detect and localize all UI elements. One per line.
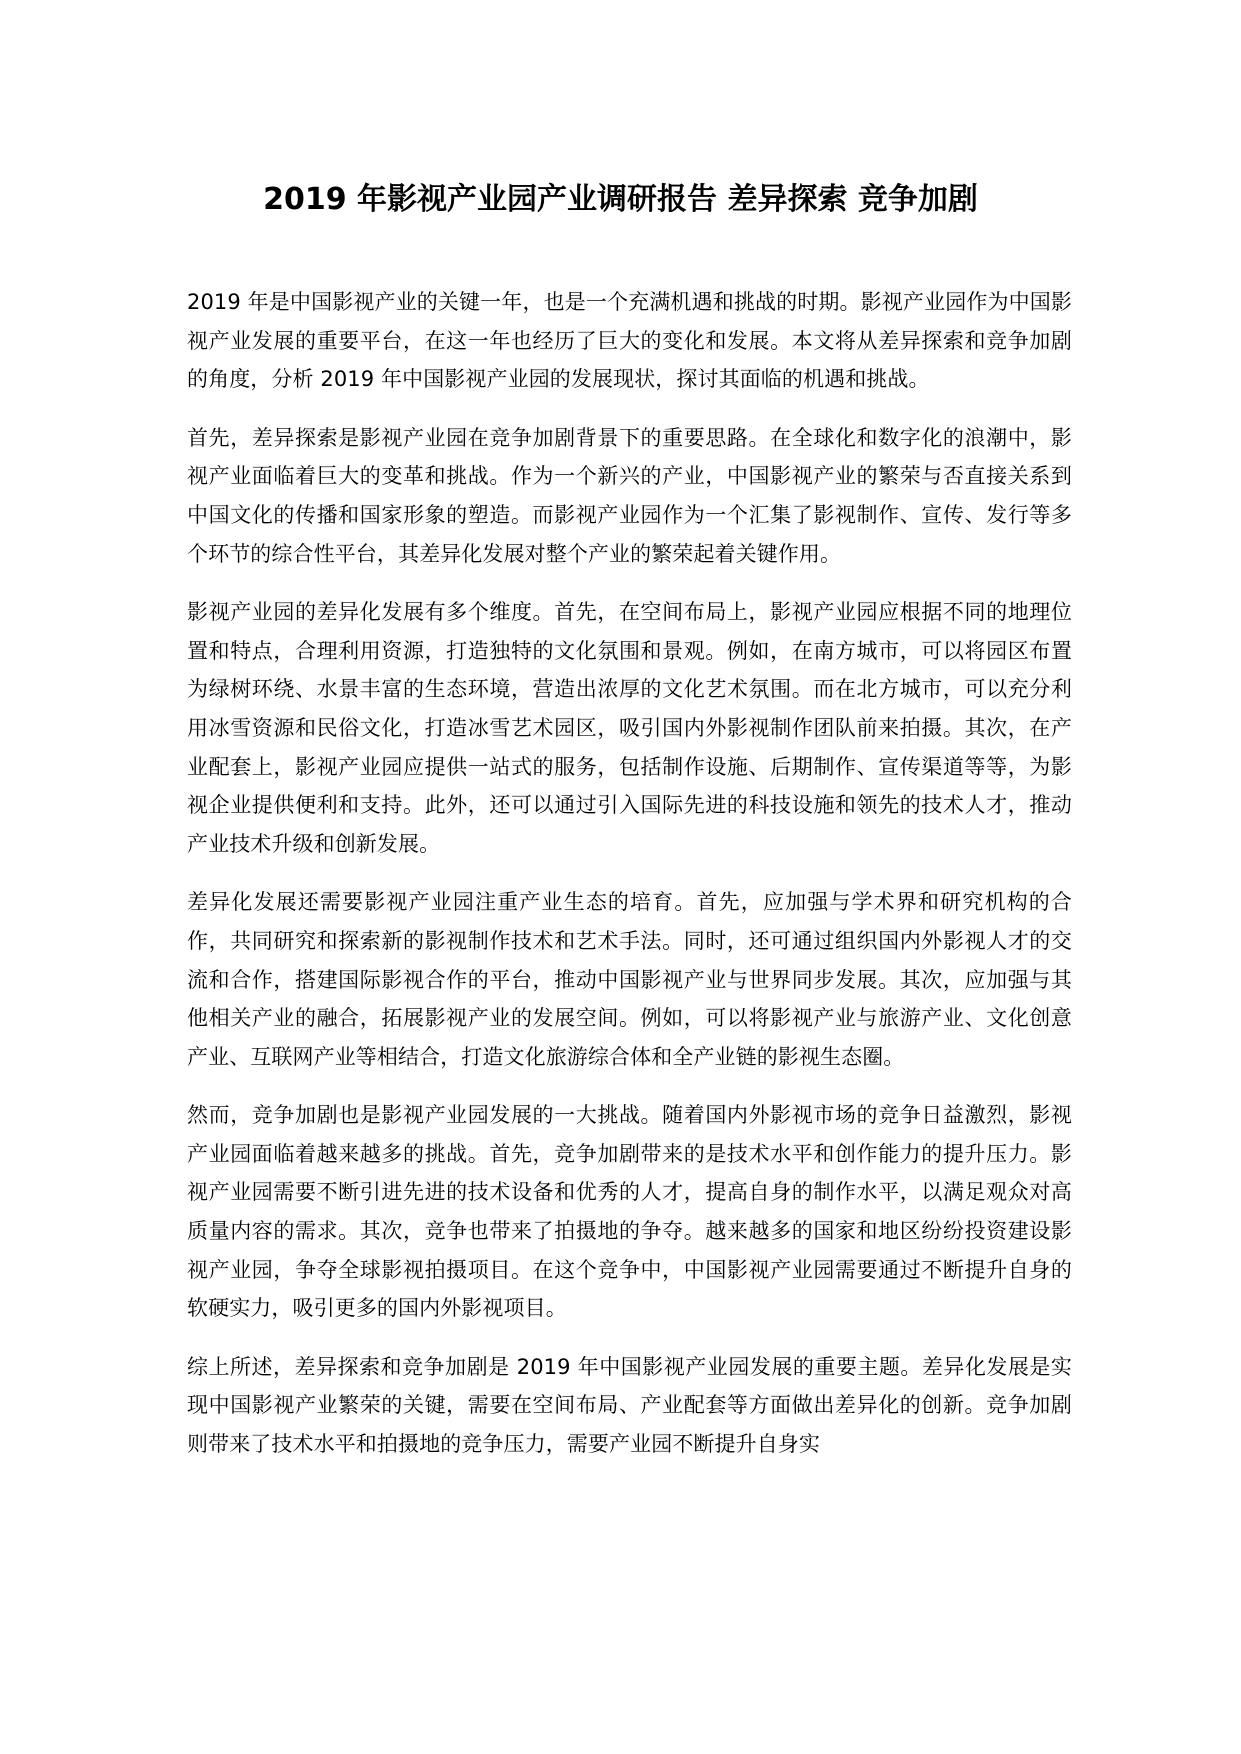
- document-title: 2019 年影视产业园产业调研报告 差异探索 竞争加剧: [263, 182, 978, 217]
- paragraph-industry-ecology: 差异化发展还需要影视产业园注重产业生态的培育。首先，应加强与学术界和研究机构的合作，共同研究和探索新的影视制作技术和艺术手法。同时，还可通过组织国内外影视人才的交流和合作，搭建国际影视合作的平台，推动中国影视产业与世界同步发展。其次，应加强与其他相关产业的融合，拓展影视产业的发展空间。例如，可以将影视产业与旅游产业、文化创意产业、互联网产业等相结合，打造文化旅游综合体和全产业链的影视生态圈。: [187, 890, 1072, 1069]
- paragraph-differentiation-dimensions: 影视产业园的差异化发展有多个维度。首先，在空间布局上，影视产业园应根据不同的地理位置和特点，合理利用资源，打造独特的文化氛围和景观。例如，在南方城市，可以将园区布置为绿树环绕、水景丰富的生态环境，营造出浓厚的文化艺术氛围。而在北方城市，可以充分利用冰雪资源和民俗文化，打造冰雪艺术园区，吸引国内外影视制作团队前来拍摄。其次，在产业配套上，影视产业园应提供一站式的服务，包括制作设施、后期制作、宣传渠道等等，为影视企业提供便利和支持。此外，还可以通过引入国际先进的科技设施和领先的技术人才，推动产业技术升级和创新发展。: [187, 600, 1072, 856]
- paragraph-difference-exploration: 首先，差异探索是影视产业园在竞争加剧背景下的重要思路。在全球化和数字化的浪潮中，影视产业面临着巨大的变革和挑战。作为一个新兴的产业，中国影视产业的繁荣与否直接关系到中国文化的传播和国家形象的塑造。而影视产业园作为一个汇集了影视制作、宣传、发行等多个环节的综合性平台，其差异化发展对整个产业的繁荣起着关键作用。: [187, 425, 1072, 566]
- paragraph-intro: 2019 年是中国影视产业的关键一年，也是一个充满机遇和挑战的时期。影视产业园作为中国影视产业发展的重要平台，在这一年也经历了巨大的变化和发展。本文将从差异探索和竞争加剧的角度，分析 2019 年中国影视产业园的发展现状，探讨其面临的机遇和挑战。: [187, 290, 1072, 392]
- paragraph-competition: 然而，竞争加剧也是影视产业园发展的一大挑战。随着国内外影视市场的竞争日益激烈，影视产业园面临着越来越多的挑战。首先，竞争加剧带来的是技术水平和创作能力的提升压力。影视产业园需要不断引进先进的技术设备和优秀的人才，提高自身的制作水平，以满足观众对高质量内容的需求。其次，竞争也带来了拍摄地的争夺。越来越多的国家和地区纷纷投资建设影视产业园，争夺全球影视拍摄项目。在这个竞争中，中国影视产业园需要通过不断提升自身的软硬实力，吸引更多的国内外影视项目。: [187, 1103, 1072, 1321]
- document-body: [187, 283, 1072, 1484]
- paragraph-conclusion: 综上所述，差异探索和竞争加剧是 2019 年中国影视产业园发展的重要主题。差异化发展是实现中国影视产业繁荣的关键，需要在空间布局、产业配套等方面做出差异化的创新。竞争加剧则带来了技术水平和拍摄地的竞争压力，需要产业园不断提升自身实: [187, 1354, 1072, 1457]
